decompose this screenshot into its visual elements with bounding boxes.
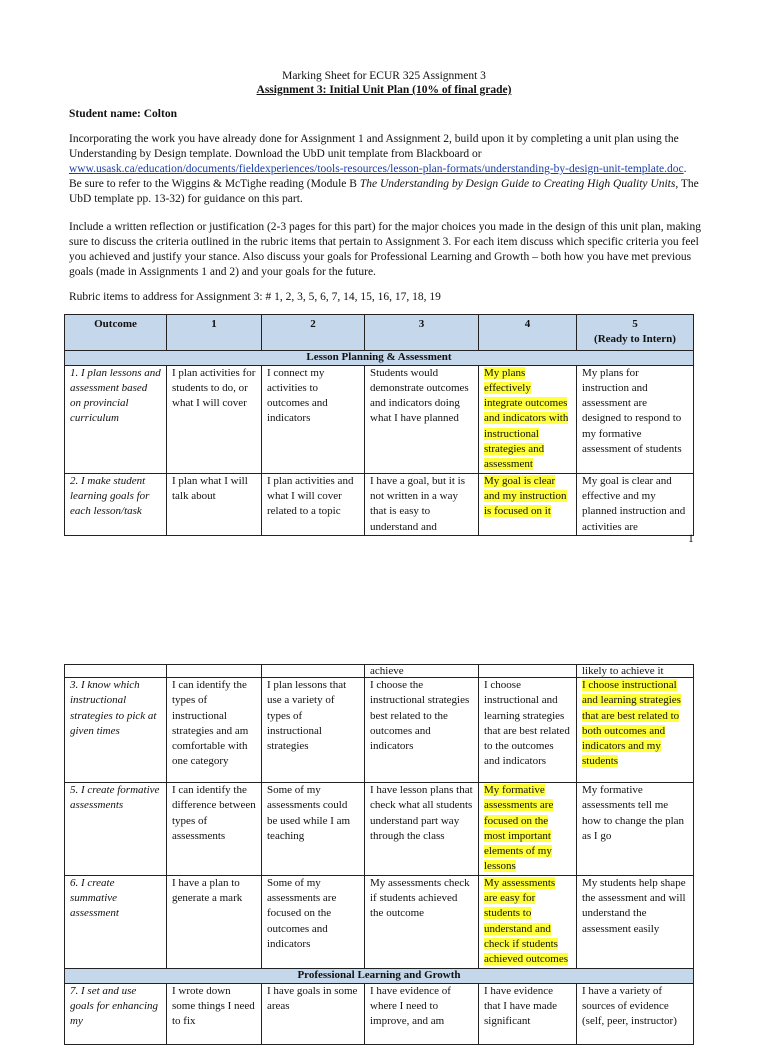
level-3-cell: Students would demonstrate outcomes and indicators doing what I have planned	[365, 365, 479, 473]
level-2-cell: Some of my assessments are focused on the outcomes and indicators	[262, 875, 365, 968]
level-5-cell: My goal is clear and effective and my planned instruction and activities are	[577, 473, 694, 535]
outcome-cell: 6. I create summative assessment	[65, 875, 167, 968]
level-2-cell	[262, 665, 365, 678]
level-1-cell: I wrote down some things I need to fix	[167, 983, 262, 1044]
table-row	[65, 875, 694, 968]
rubric-table-page-1	[64, 314, 694, 536]
section-title: Lesson Planning & Assessment	[65, 350, 694, 365]
level-1-cell: I can identify the types of instructional strategies and am comfortable with one category	[167, 678, 262, 783]
outcome-cell	[65, 665, 167, 678]
level-2-cell: I plan activities and what I will cover related to a topic	[262, 473, 365, 535]
header-level-5-label: (Ready to Intern)	[594, 333, 676, 346]
highlighted-text: My plans effectively integrate outcomes and indicators with instructional strategies and assessment	[484, 366, 569, 471]
table-row	[65, 983, 694, 1044]
outcome-cell: 5. I create formative assessments	[65, 783, 167, 876]
section-row-lesson-planning	[65, 350, 694, 365]
outcome-cell: 1. I plan lessons and assessment based on provincial curriculum	[65, 365, 167, 473]
level-4-cell	[479, 875, 577, 968]
intro-text-b: . Be sure to refer to the Wiggins & McTighe reading (Module B	[69, 163, 687, 190]
assignment-title: Assignment 3: Initial Unit Plan (10% of final grade)	[256, 84, 512, 96]
level-3-cell: I have evidence of where I need to improve, and am	[365, 983, 479, 1044]
intro-paragraph-2: Include a written reflection or justification (2-3 pages for this part) for the major choices you made in the design of this unit plan, making sure to discuss the criteria outlined in the rubric items that pertain to Assignment 3. For each item discuss which specific criteria you feel you achieved and justify your stance. Also discuss your goals for Professional Learning and Growth – both how you have met previous goals (made in Assignments 1 and 2) and your goals for the future.	[69, 221, 702, 278]
page-number: 1	[688, 533, 694, 545]
level-2-cell: I plan lessons that use a variety of types of instructional strategies	[262, 678, 365, 783]
header-level-5	[577, 315, 694, 351]
table-row	[65, 365, 694, 473]
level-4-cell: I have evidence that I have made significant	[479, 983, 577, 1044]
ubd-template-link[interactable]: www.usask.ca/education/documents/fieldexperiences/tools-resources/lesson-plan-formats/understanding-by-design-unit-template.doc	[69, 163, 684, 175]
outcome-cell: 7. I set and use goals for enhancing my	[65, 983, 167, 1044]
level-4-cell	[479, 365, 577, 473]
section-title: Professional Learning and Growth	[65, 968, 694, 983]
intro-text-a: Incorporating the work you have already done for Assignment 1 and Assignment 2, build upon it by completing a unit plan using the Understanding by Design template. Download the UbD unit template from Blackboard or	[69, 133, 679, 160]
level-5-cell: likely to achieve it	[577, 665, 694, 678]
level-3-cell: I choose the instructional strategies best related to the outcomes and indicators	[365, 678, 479, 783]
level-4-cell	[479, 783, 577, 876]
level-5-cell: My formative assessments tell me how to change the plan as I go	[577, 783, 694, 876]
highlighted-text: My goal is clear and my instruction is focused on it	[484, 474, 567, 518]
level-4-cell	[479, 665, 577, 678]
rubric-table-page-2	[64, 664, 694, 1045]
student-name: Student name: Colton	[69, 108, 177, 120]
header-level-2: 2	[262, 315, 365, 351]
level-2-cell: Some of my assessments could be used while I am teaching	[262, 783, 365, 876]
highlighted-text: I choose instructional and learning strategies that are best related to both outcomes and indicators and my students	[582, 679, 681, 768]
highlighted-text: My assessments are easy for students to understand and check if students achieved outcomes	[484, 876, 568, 966]
level-3-cell: I have lesson plans that check what all students understand part way through the class	[365, 783, 479, 876]
header-level-3: 3	[365, 315, 479, 351]
level-4-cell: I choose instructional and learning strategies that are best related to the outcomes and indicators	[479, 678, 577, 783]
intro-text-c: , The UbD template pp. 13-32) for guidance on this part.	[69, 178, 699, 205]
table-header-row	[65, 315, 694, 351]
level-1-cell: I have a plan to generate a mark	[167, 875, 262, 968]
level-5-cell: My plans for instruction and assessment are designed to respond to my formative assessment of students	[577, 365, 694, 473]
header-level-4: 4	[479, 315, 577, 351]
outcome-cell: 3. I know which instructional strategies to pick at given times	[65, 678, 167, 783]
level-3-cell: I have a goal, but it is not written in a way that is easy to understand and	[365, 473, 479, 535]
intro-paragraph-1	[69, 132, 701, 207]
level-4-cell	[479, 473, 577, 535]
highlighted-text: My formative assessments are focused on the most important elements of my lessons	[484, 784, 554, 873]
section-row-professional	[65, 968, 694, 983]
table-row-continued	[65, 665, 694, 678]
header-level-1: 1	[167, 315, 262, 351]
header-level-5-number: 5	[632, 318, 638, 330]
level-1-cell: I plan what I will talk about	[167, 473, 262, 535]
level-1-cell	[167, 665, 262, 678]
level-1-cell: I plan activities for students to do, or what I will cover	[167, 365, 262, 473]
table-row	[65, 473, 694, 535]
rubric-items-line: Rubric items to address for Assignment 3: # 1, 2, 3, 5, 6, 7, 14, 15, 16, 17, 18, 19	[69, 291, 441, 303]
sheet-title: Marking Sheet for ECUR 325 Assignment 3	[282, 70, 486, 82]
table-row	[65, 678, 694, 783]
level-3-cell: My assessments check if students achieved the outcome	[365, 875, 479, 968]
level-1-cell: I can identify the difference between types of assessments	[167, 783, 262, 876]
level-5-cell	[577, 678, 694, 783]
header-outcome: Outcome	[65, 315, 167, 351]
level-2-cell: I have goals in some areas	[262, 983, 365, 1044]
intro-reading-title: The Understanding by Design Guide to Creating High Quality Units	[359, 178, 676, 190]
level-3-cell: achieve	[365, 665, 479, 678]
level-5-cell: My students help shape the assessment and will understand the assessment easily	[577, 875, 694, 968]
level-5-cell: I have a variety of sources of evidence (self, peer, instructor)	[577, 983, 694, 1044]
level-2-cell: I connect my activities to outcomes and indicators	[262, 365, 365, 473]
outcome-cell: 2. I make student learning goals for each lesson/task	[65, 473, 167, 535]
table-row	[65, 783, 694, 876]
